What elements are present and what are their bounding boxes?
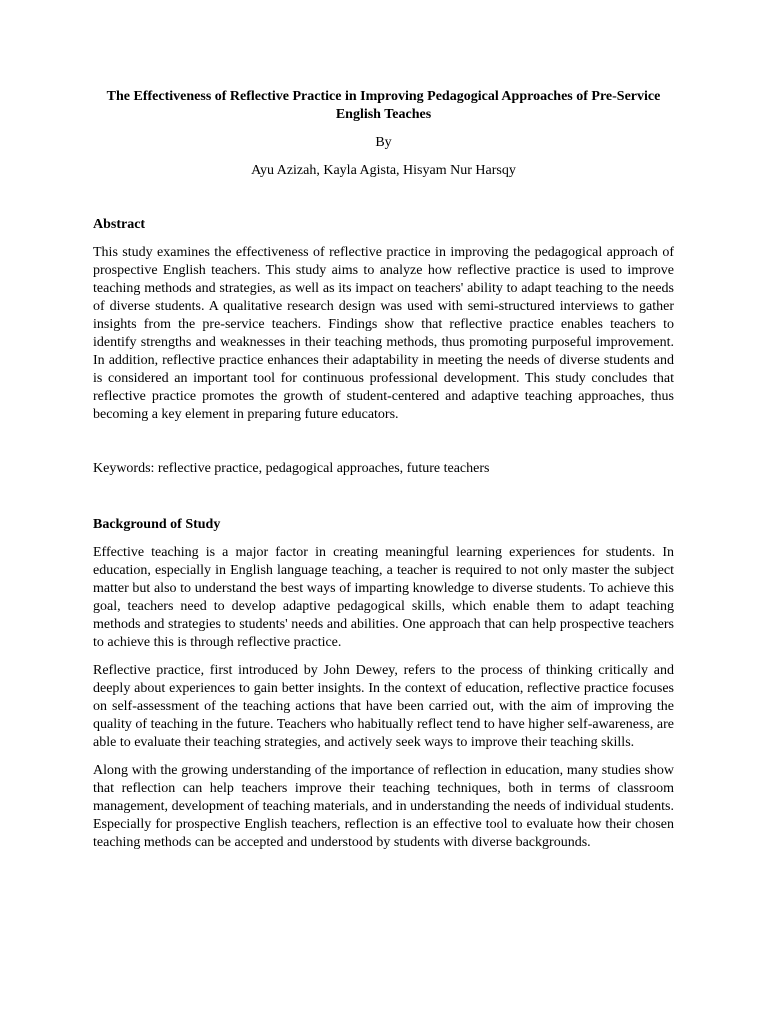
- background-paragraph-1: Effective teaching is a major factor in creating meaningful learning experiences for students. In education, especially in English language teaching, a teacher is required to not only master the subject matter but also to understand the best ways of imparting knowledge to diverse students. To achieve this goal, teachers need to develop adaptive pedagogical skills, which enable them to adapt teaching methods and strategies to students' needs and abilities. One approach that can help prospective teachers to achieve this is through reflective practice.: [93, 545, 674, 650]
- paper-title: The Effectiveness of Reflective Practice in Improving Pedagogical Approaches of Pre-Service English Teaches: [106, 89, 661, 122]
- abstract-body: This study examines the effectiveness of reflective practice in improving the pedagogical approach of prospective English teachers. This study aims to analyze how reflective practice is used to improve teaching methods and strategies, as well as its impact on teachers' ability to adapt teaching to the needs of diverse students. A qualitative research design was used with semi-structured interviews to gather insights from the pre-service teachers. Findings show that reflective practice enables teachers to identify strengths and weaknesses in their teaching methods, thus promoting purposeful improvement. In addition, reflective practice enhances their adaptability in meeting the needs of diverse students and is considered an important tool for continuous professional development. This study concludes that reflective practice promotes the growth of student-centered and adaptive teaching approaches, thus becoming a key element in preparing future educators.: [93, 245, 674, 422]
- document-page: [93, 88, 674, 852]
- background-paragraph-3: Along with the growing understanding of the importance of reflection in education, many studies show that reflection can help teachers improve their teaching techniques, both in terms of classroom management, development of teaching materials, and in understanding the needs of individual students. Especially for prospective English teachers, reflection is an effective tool to evaluate how their chosen teaching methods can be accepted and understood by students with diverse backgrounds.: [93, 763, 674, 850]
- keywords-line: Keywords: reflective practice, pedagogical approaches, future teachers: [93, 461, 490, 476]
- by-line: By: [375, 135, 392, 150]
- author-list: Ayu Azizah, Kayla Agista, Hisyam Nur Harsqy: [251, 163, 516, 178]
- abstract-heading: Abstract: [93, 217, 146, 232]
- background-heading: Background of Study: [93, 517, 221, 532]
- background-paragraph-2: Reflective practice, first introduced by John Dewey, refers to the process of thinking critically and deeply about experiences to gain better insights. In the context of education, reflective practice focuses on self-assessment of the teaching actions that have been carried out, with the aim of improving the quality of teaching in the future. Teachers who habitually reflect tend to have higher self-awareness, are able to evaluate their teaching strategies, and actively seek ways to improve their teaching skills.: [93, 663, 674, 750]
